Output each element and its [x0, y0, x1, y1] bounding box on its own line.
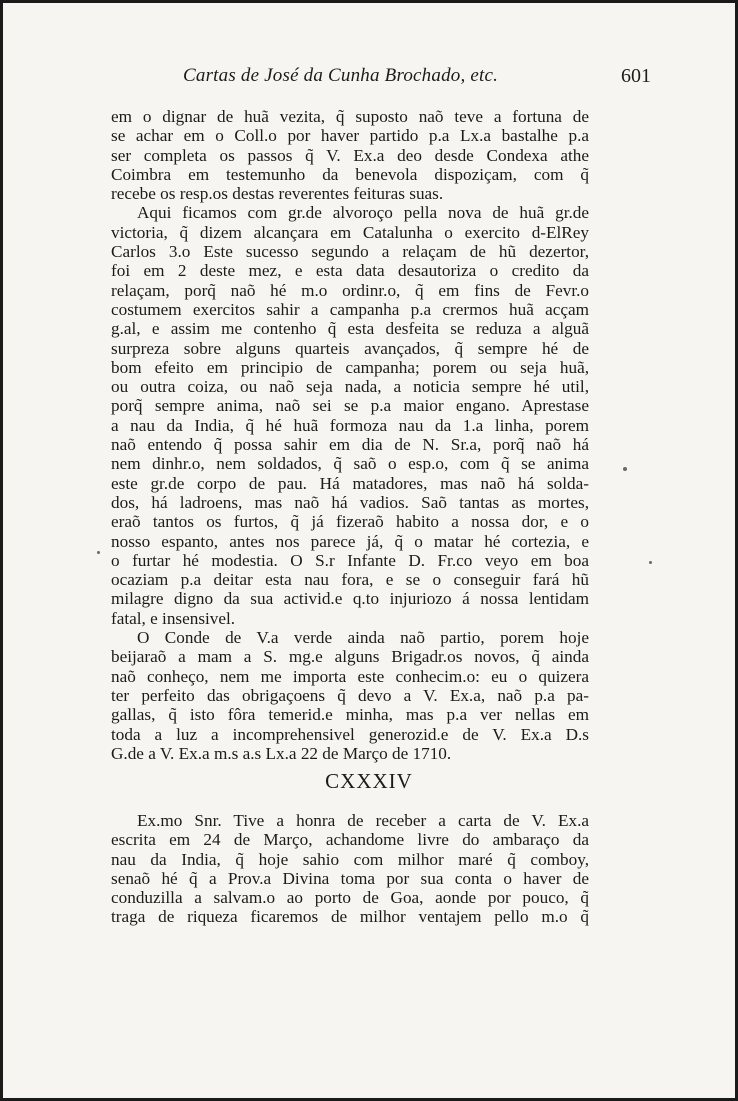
text-line: este gr.de corpo de pau. Há matadores, mas naõ há solda- — [111, 473, 589, 493]
text-line: fatal, e insensivel. — [111, 608, 236, 628]
text-line: Carlos 3.o Este sucesso segundo a relaçam de hũ dezertor, — [111, 242, 589, 262]
text-line: costumem exercitos sahir a campanha p.a crermos huã acçam — [111, 299, 589, 319]
text-line: ter perfeito das obrigaçoens q̃ devo a V. Ex.a, naõ p.a pa- — [111, 685, 589, 705]
text-line: ocaziam p.a deitar esta nau fora, e se o conseguir fará hũ — [111, 570, 589, 590]
text-line: senaõ hé q̃ a Prov.a Divina toma por sua conta o haver de — [111, 868, 589, 888]
text-line: toda a luz a incomprehensivel generozid.e de V. Ex.a D.s — [111, 724, 589, 744]
text-line: nosso espanto, antes nos parece já, q̃ o matar hé cortezia, e — [111, 531, 589, 551]
text-line: em o dignar de huã vezita, q̃ suposto naõ teve a fortuna de — [111, 107, 589, 126]
text-line: bom efeito em principio de campanha; porem ou seja huã, — [111, 357, 589, 377]
text-line: g.al, e assim me contenho q̃ esta desfeita se reduza a alguã — [111, 319, 589, 339]
page-number: 601 — [621, 65, 651, 87]
text-line: ou outra coiza, ou naõ seja nada, a noticia sempre hé util, — [111, 377, 589, 397]
text-line: Aqui ficamos com gr.de alvoroço pella nova de huã gr.de — [137, 203, 589, 223]
text-line: eraõ tantos os furtos, q̃ já fizeraõ habito a nossa dor, e o — [111, 512, 589, 532]
text-line: gallas, q̃ isto fôra temerid.e minha, mas p.a ver nellas em — [111, 705, 589, 725]
text-line: se achar em o Coll.o por haver partido p.a Lx.a bastalhe p.a — [111, 126, 589, 146]
text-line: traga de riqueza ficaremos de milhor ventajem pello m.o q̃ — [111, 907, 589, 927]
text-line: Ex.mo Snr. Tive a honra de receber a carta de V. Ex.a — [137, 811, 589, 830]
text-line: naõ entendo q̃ possa sahir em dia de N. Sr.a, porq̃ naõ há — [111, 435, 589, 455]
text-line: conduzilla a salvam.o ao porto de Goa, aonde por pouco, q̃ — [111, 888, 589, 908]
paper-speck — [97, 551, 100, 554]
text-line: victoria, q̃ dizem alcançara em Catalunha o exercito d-ElRey — [111, 222, 589, 242]
text-line: milagre digno da sua activid.e q.to injuriozo á nossa lentidam — [111, 589, 589, 609]
paragraph — [111, 811, 589, 927]
text-line: porq̃ sempre anima, naõ sei se p.a maior engano. Aprestase — [111, 396, 589, 416]
section-title: CXXXIV — [325, 769, 413, 793]
text-line: a nau da India, q̃ hé huã formoza nau da 1.a linha, porem — [111, 415, 589, 435]
text-line: Coimbra em testemunho da benevola dispoziçam, com q̃ — [111, 164, 589, 184]
paragraph — [111, 107, 589, 203]
paragraph — [111, 203, 589, 628]
text-line: dos, há ladroens, mas naõ há vadios. Saõ tantas as mortes, — [111, 492, 589, 512]
paper-speck — [623, 467, 627, 471]
paragraph — [111, 628, 589, 763]
text-line: surpreza sobre alguns quarteis avançados, q̃ sempre hé de — [111, 338, 589, 358]
text-line: naõ conheço, nem me importa este conhecim.o: eu o quizera — [111, 666, 589, 686]
text-line: recebe os resp.os destas reverentes feituras suas. — [111, 184, 444, 204]
text-line: nem dinhr.o, nem soldados, q̃ saõ o esp.o, com q̃ se anima — [111, 454, 589, 474]
letter-text-bottom — [111, 811, 589, 927]
text-line: o furtar hé modestia. O S.r Infante D. Fr.co veyo em boa — [111, 550, 589, 570]
running-head — [103, 63, 651, 93]
text-line: beijaraõ a mam a S. mg.e alguns Brigadr.os novos, q̃ ainda — [111, 647, 589, 667]
text-line: G.de a V. Ex.a m.s a.s Lx.a 22 de Março de 1710. — [111, 743, 452, 763]
text-line: escrita em 24 de Março, achandome livre do ambaraço da — [111, 830, 589, 850]
text-line: nau da India, q̃ hoje sahio com milhor maré q̃ comboy, — [111, 849, 589, 869]
text-line: ser completa os passos q̃ V. Ex.a deo desde Condexa athe — [111, 145, 589, 165]
letter-text-top — [111, 107, 589, 763]
paper-speck — [649, 561, 652, 564]
running-title: Cartas de José da Cunha Brochado, etc. — [183, 65, 499, 86]
text-line: O Conde de V.a verde ainda naõ partio, porem hoje — [137, 628, 589, 648]
text-line: relaçam, porq̃ naõ hé m.o ordinr.o, q̃ em fins de Fevr.o — [111, 280, 589, 300]
text-line: foi em 2 deste mez, e esta data desautoriza o credito da — [111, 261, 589, 281]
